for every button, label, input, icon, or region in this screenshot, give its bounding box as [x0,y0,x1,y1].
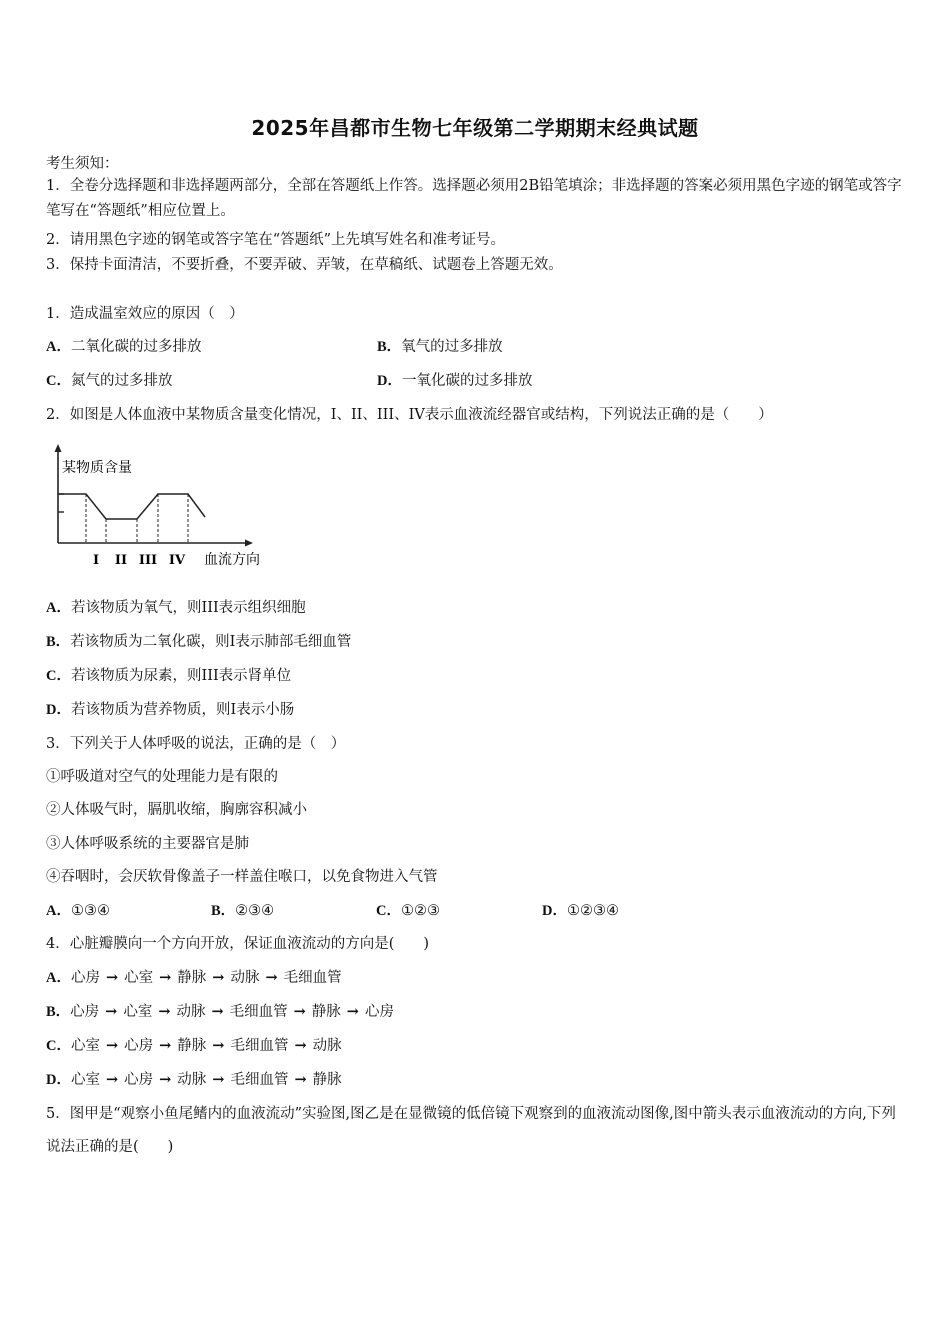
q2-option-a[interactable] [46,596,306,617]
option-label: D． [46,702,71,718]
q3-stem: 3．下列关于人体呼吸的说法，正确的是（ ） [46,736,346,752]
flow-step: 心房 [70,1004,100,1020]
flow-arrow-icon: → [212,1037,225,1054]
option-label: D． [46,1072,71,1088]
option-text: 二氧化碳的过多排放 [70,339,202,355]
flow-step: 心房 [124,1038,154,1054]
q1-option-d[interactable] [377,369,532,390]
flow-arrow-icon: → [159,1071,172,1088]
flow-arrow-icon: → [105,1037,119,1054]
option-label: C． [376,903,401,919]
option-label: A． [46,903,71,919]
flow-arrow-icon: → [159,969,172,986]
option-text: 若该物质为营养物质，则I表示小肠 [70,702,295,718]
flow-arrow-icon: → [265,969,278,986]
q3-option-a[interactable] [46,899,110,920]
option-text: 氮气的过多排放 [70,373,173,389]
option-label: A． [46,970,71,986]
flow-step: 静脉 [177,1038,207,1054]
option-label: D． [377,373,402,389]
q1-option-b[interactable] [377,335,503,356]
option-label: C． [46,373,71,389]
option-text: ①②③④ [566,903,619,919]
option-label: B． [46,634,71,650]
q3-statement-1: ①呼吸道对空气的处理能力是有限的 [46,769,278,785]
y-axis-arrow-icon [55,444,62,452]
flow-step: 心室 [124,970,154,986]
flow-step: 动脉 [312,1038,342,1054]
flow-step: 心房 [124,1072,154,1088]
q4-option-c[interactable] [46,1034,342,1055]
q4-option-a[interactable] [46,966,342,987]
q3-statement-4: ④吞咽时，会厌软骨像盖子一样盖住喉口，以免食物进入气管 [46,869,438,885]
x-axis-arrow-icon [245,540,253,547]
flow-arrow-icon: → [211,1003,224,1020]
option-label: A． [46,339,71,355]
flow-arrow-icon: → [212,1071,225,1088]
q1-stem: 1．造成温室效应的原因（ ） [46,306,244,322]
flow-step: 毛细血管 [230,1038,289,1054]
option-label: C． [46,1038,71,1054]
notice-item-3: 3．保持卡面清洁，不要折叠，不要弄破、弄皱，在草稿纸、试题卷上答题无效。 [46,257,563,273]
flow-step: 心房 [364,1004,394,1020]
option-text: ①③④ [70,903,110,919]
flow-arrow-icon: → [294,1071,307,1088]
q4-stem: 4．心脏瓣膜向一个方向开放，保证血液流动的方向是( ) [46,936,430,952]
q1-option-c[interactable] [46,369,172,390]
option-text: 一氧化碳的过多排放 [401,373,533,389]
option-text: 氧气的过多排放 [401,339,503,355]
q2-option-d[interactable] [46,698,294,719]
q2-stem: 2．如图是人体血液中某物质含量变化情况，I、II、III、IV表示血液流经器官或结构，下列说法正确的是（ ） [46,407,773,423]
flow-step: 静脉 [311,1004,341,1020]
content-curve [58,494,205,519]
option-text: ①②③ [400,903,440,919]
q3-statement-2: ②人体吸气时，膈肌收缩，胸廓容积减小 [46,802,307,818]
x-tick-label: III [138,553,158,568]
flow-arrow-icon: → [346,1003,359,1020]
q4-option-d[interactable] [46,1068,342,1089]
option-label: B． [377,339,402,355]
y-axis-label: 某物质含量 [62,460,132,476]
x-tick-label: I [92,553,100,568]
x-tick-label: IV [168,553,186,568]
flow-step: 毛细血管 [230,1072,289,1088]
flow-arrow-icon: → [212,969,225,986]
q3-option-b[interactable] [211,899,274,920]
flow-step: 动脉 [176,1004,206,1020]
flow-step: 动脉 [230,970,260,986]
option-label: A． [46,600,71,616]
flow-step: 心房 [70,970,100,986]
flow-step: 心室 [70,1038,100,1054]
option-label: C． [46,668,71,684]
notice-heading: 考生须知： [46,156,119,172]
q2-option-c[interactable] [46,664,291,685]
flow-arrow-icon: → [105,1003,118,1020]
q4-option-b[interactable] [46,1000,394,1021]
q3-statement-3: ③人体呼吸系统的主要器官是肺 [46,836,249,852]
x-axis-label: 血流方向 [204,552,260,568]
q2-figure [40,440,280,575]
flow-step: 毛细血管 [283,970,342,986]
option-text: 若该物质为氧气，则III表示组织细胞 [70,600,306,616]
flow-step: 静脉 [312,1072,342,1088]
option-text: 若该物质为尿素，则III表示肾单位 [70,668,292,684]
notice-item-2: 2．请用黑色字迹的钢笔或答字笔在“答题纸”上先填写姓名和准考证号。 [46,232,506,248]
flow-step: 动脉 [177,1072,207,1088]
flow-step: 静脉 [177,970,207,986]
option-label: B． [46,1004,71,1020]
flow-arrow-icon: → [158,1003,171,1020]
q1-option-a[interactable] [46,335,201,356]
flow-arrow-icon: → [105,969,119,986]
flow-step: 心室 [123,1004,153,1020]
notice-item-1: 1．全卷分选择题和非选择题两部分，全部在答题纸上作答。选择题必须用2B铅笔填涂；非选择题的答案必须用黑色字迹的钢笔或答字笔写在“答题纸”相应位置上。 [46,178,902,219]
q3-option-d[interactable] [542,899,619,920]
q2-option-b[interactable] [46,630,351,651]
option-text: ②③④ [235,903,275,919]
q5-stem: 5．图甲是“观察小鱼尾鳍内的血液流动”实验图,图乙是在显微镜的低倍镜下观察到的血液流动图像,图中箭头表示血液流动的方向,下列说法正确的是( ) [46,1106,896,1155]
page-title: 2025年昌都市生物七年级第二学期期末经典试题 [251,116,699,140]
flow-step: 毛细血管 [229,1004,288,1020]
x-tick-label: II [114,553,128,568]
option-label: D． [542,903,567,919]
flow-arrow-icon: → [294,1037,307,1054]
flow-step: 心室 [70,1072,100,1088]
option-text: 若该物质为二氧化碳，则I表示肺部毛细血管 [70,634,352,650]
q3-option-c[interactable] [376,899,440,920]
flow-arrow-icon: → [159,1037,172,1054]
flow-arrow-icon: → [105,1071,119,1088]
option-label: B． [211,903,236,919]
flow-arrow-icon: → [293,1003,306,1020]
